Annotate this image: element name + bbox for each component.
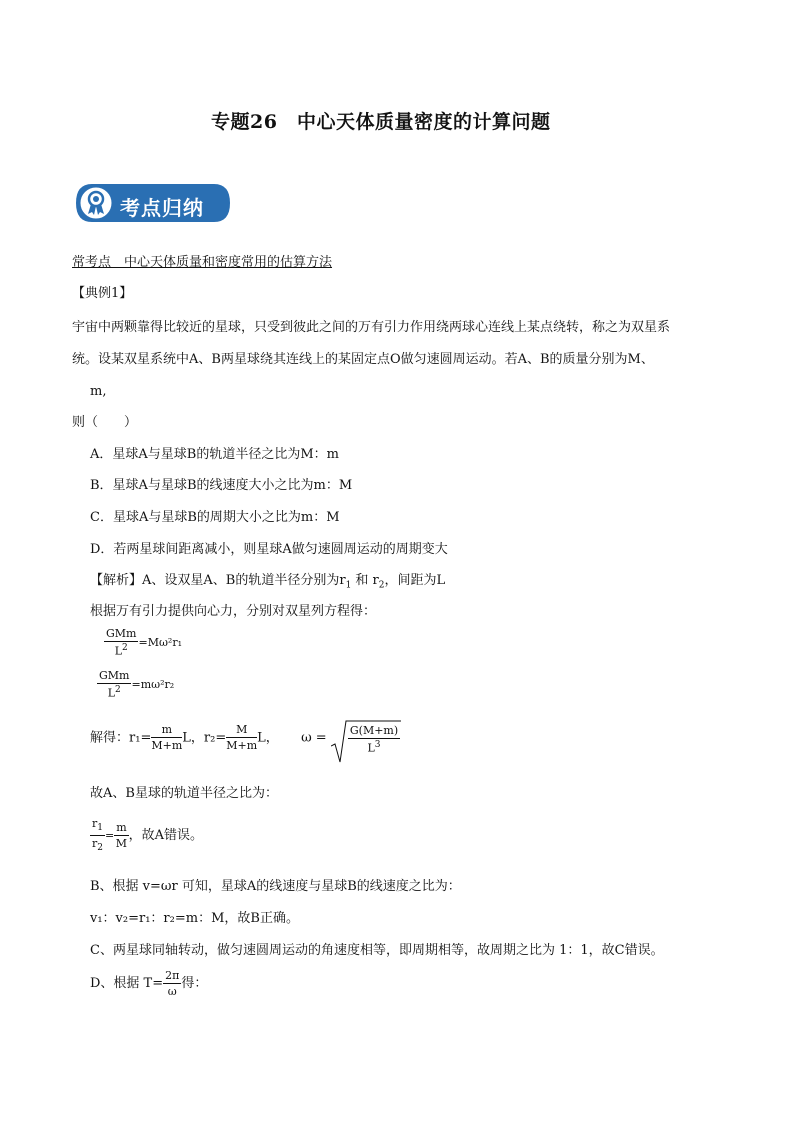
problem-line-3: m, (90, 384, 107, 399)
option-a: A．星球A与星球B的轨道半径之比为M：m (90, 447, 339, 462)
fraction-m-M (114, 822, 128, 849)
example-label: 【典例1】 (72, 286, 133, 301)
r1-tail: L， (182, 730, 204, 746)
d-suffix: 得： (181, 976, 208, 991)
equation-1 (104, 628, 182, 657)
numerator: m (116, 821, 127, 835)
problem-line-4: 则（ ） (72, 415, 138, 430)
omega-lhs: ω = (301, 730, 327, 746)
denominator-base: r (92, 837, 98, 851)
denominator-base: L (114, 644, 123, 658)
subscript: 2 (97, 843, 103, 854)
section-badge (74, 182, 232, 224)
analysis-line-1 (90, 574, 445, 591)
b-analysis: B、根据 v=ωr 可知，星球A的线速度与星球B的线速度之比为： (90, 879, 461, 894)
superscript: 2 (115, 685, 121, 695)
denominator (97, 684, 131, 699)
ratio-expression (90, 818, 203, 853)
denominator: ω (167, 985, 177, 998)
denominator-base: L (367, 741, 375, 755)
denominator (104, 642, 138, 657)
sqrt-sign (331, 720, 401, 764)
sqrt-expression (331, 722, 400, 754)
fraction-2pi-omega (163, 970, 181, 997)
r2-lhs: r₂= (203, 730, 227, 746)
badge-label: 考点归纳 (120, 196, 204, 220)
section-heading: 常考点 中心天体质量和密度常用的估算方法 (72, 255, 333, 270)
solve-line (90, 722, 400, 754)
denominator-base: L (107, 686, 116, 700)
problem-line-1: 宇宙中两颗靠得比较近的星球，只受到彼此之间的万有引力作用绕两球心连线上某点绕转，称之为双星系 (72, 320, 671, 335)
numerator: 2π (165, 969, 180, 982)
numerator: GMm (99, 669, 130, 682)
b-result: v₁：v₂=r₁：r₂=m：M，故B正确。 (90, 911, 299, 926)
fraction-r1-r2 (90, 818, 105, 853)
ratio-line: 故A、B星球的轨道半径之比为： (90, 786, 278, 801)
option-c: C．星球A与星球B的周期大小之比为m：M (90, 510, 340, 525)
subscript: 1 (345, 580, 352, 591)
denominator (90, 836, 105, 853)
fraction (104, 628, 138, 657)
analysis-label: 【解析】 (90, 573, 143, 588)
c-analysis: C、两星球同轴转动，做匀速圆周运动的角速度相等，即周期相等，故周期之比为 1：1，故C错误。 (90, 943, 664, 958)
option-b: B．星球A与星球B的线速度大小之比为m：M (90, 478, 353, 493)
fraction (97, 670, 131, 699)
medal-icon (82, 188, 112, 218)
denominator: M (115, 837, 128, 851)
denominator: M+m (151, 739, 183, 753)
fraction-r2 (226, 724, 257, 751)
numerator: G(M+m) (349, 724, 399, 737)
option-d: D．若两星球间距离减小，则星球A做匀速圆周运动的周期变大 (90, 542, 448, 557)
denominator: M+m (226, 739, 258, 753)
r2-tail: L， (257, 730, 279, 746)
fraction-r1 (151, 724, 182, 751)
ratio-conclusion: ，故A错误。 (128, 828, 204, 844)
analysis-text: A、设双星A、B的轨道半径分别为r (142, 573, 346, 588)
d-analysis (90, 970, 207, 997)
analysis-text: ，间距为L (384, 573, 446, 588)
analysis-line-2: 根据万有引力提供向心力，分别对双星列方程得： (90, 604, 377, 619)
equation-2 (97, 670, 174, 699)
solve-label: 解得： (90, 730, 130, 746)
problem-line-2: 统。设某双星系统中A、B两星球绕其连线上的某固定点O做匀速圆周运动。若A、B的质量分别为M、 (72, 352, 654, 367)
subscript: 2 (378, 580, 385, 591)
equals-sign: = (105, 829, 115, 843)
numerator: GMm (106, 627, 137, 640)
numerator: m (151, 724, 182, 738)
superscript: 3 (374, 740, 381, 750)
r1-lhs: r₁= (129, 730, 152, 746)
numerator: M (226, 724, 257, 738)
equation-rhs: =Mω²r₁ (138, 635, 183, 649)
superscript: 2 (122, 643, 128, 653)
page-title: 专题26 中心天体质量密度的计算问题 (211, 111, 551, 133)
numerator (90, 818, 105, 836)
equation-rhs: =mω²r₂ (131, 677, 175, 691)
d-prefix: D、根据 T= (90, 976, 164, 991)
analysis-text: 和 r (351, 573, 379, 588)
subscript: 1 (97, 823, 103, 834)
numerator-base: r (92, 817, 98, 830)
